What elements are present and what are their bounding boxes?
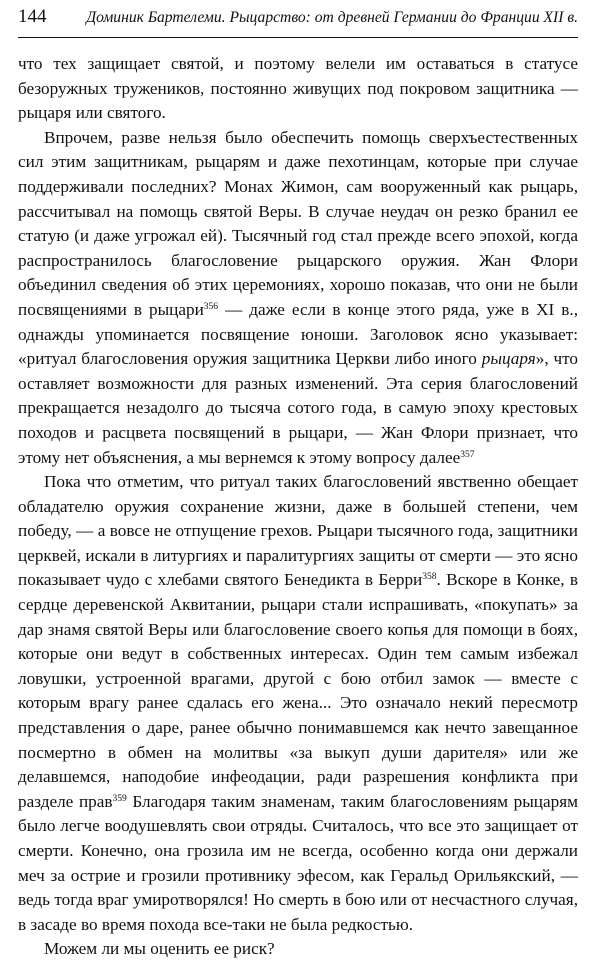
- footnote-ref-357: 357: [460, 449, 475, 460]
- paragraph-2-italic: рыцаря: [481, 349, 536, 369]
- paragraph-3-text-b: . Вскоре в Конке, в сердце деревенской Аквитании, рыцари стали испрашивать, «покупать» за дар знамя святой Веры или благословение своего копья для помощи в боях, которые они ведут в собственных интересах. Один тем самым избежал ловушки, устроенной врагами, другой с бою отбил замок — вместе с которым врагу ранее сдалась его жена... Это означало некий пересмотр представления о даре, ранее обычно понимавшемся как нечто завещанное посмертно в обмен на молитвы «за выкуп души дарителя» или же делавшемся, наподобие инфеодации, ради разрешения конфликта при разделе прав: [18, 570, 578, 811]
- paragraph-4-text: Можем ли мы оценить ее риск?: [44, 939, 275, 959]
- footnote-ref-358: 358: [422, 572, 437, 583]
- running-title: Доминик Бартелеми. Рыцарство: от древней Германии до Франции XII в.: [86, 9, 578, 26]
- paragraph-1: [18, 52, 578, 126]
- body-text: [18, 38, 578, 962]
- paragraph-2-text-b: — даже если в конце этого ряда, уже в XI в., однажды упоминается посвящение юноши. Заголовок ясно указывает: «ритуал благословения оружия защитника Церкви либо иного: [18, 299, 578, 369]
- paragraph-2: [18, 126, 578, 470]
- paragraph-1-text: что тех защищает святой, и поэтому велели им оставаться в статусе безоружных тружеников, постоянно живущих под покровом защитника — рыцаря или святого.: [18, 54, 578, 123]
- paragraph-2-text-a: Впрочем, разве нельзя было обеспечить помощь сверхъестественных сил этим защитникам, рыцарям и даже пехотинцам, которые при случае поддерживали последних? Монах Жимон, сам вооруженный как рыцарь, рассчитывал на помощь святой Веры. В случае неудач он резко бранил ее статую (и даже угрожал ей). Тысячный год стал прежде всего эпохой, когда распространилось благословение рыцарского оружия. Жан Флори объединил сведения об этих церемониях, хорошо показав, что они не были посвящениями в рыцари: [18, 127, 578, 319]
- paragraph-3-text-c: Благодаря таким знаменам, таким благословениям рыцарям было легче воодушевлять свои отряды. Считалось, что все это защищает от смерти. Конечно, она грозила им не всегда, особенно когда они держали меч за острие и грозили противнику эфесом, как Геральд Орильякский, — ведь тогда враг умиротворялся! Но смерть в бою или от несчастного случая, в засаде во время похода все-таки не была редкостью.: [18, 791, 578, 934]
- paragraph-3: [18, 470, 578, 937]
- paragraph-2-text-c: », что оставляет возможности для разных изменений. Эта серия благословений прекращается незадолго до тысяча сотого года, в самую эпоху крестовых походов и расцвета посвящений в рыцари, — Жан Флори признает, что этому нет объяснения, а мы вернемся к этому вопросу далее: [18, 349, 578, 467]
- page-number: 144: [18, 6, 47, 27]
- paragraph-3-text-a: Пока что отметим, что ритуал таких благословений явственно обещает обладателю оружия сохранение жизни, даже в большей степени, чем победу, — а вовсе не отпущение грехов. Рыцари тысячного года, защитники церквей, искали в литургиях и паралитургиях защиты от смерти — это ясно показывает чудо с хлебами святого Бенедикта в Берри: [18, 472, 578, 590]
- page-header: [18, 0, 578, 38]
- footnote-ref-359: 359: [112, 793, 127, 804]
- paragraph-4: [18, 937, 578, 962]
- footnote-ref-356: 356: [203, 301, 219, 312]
